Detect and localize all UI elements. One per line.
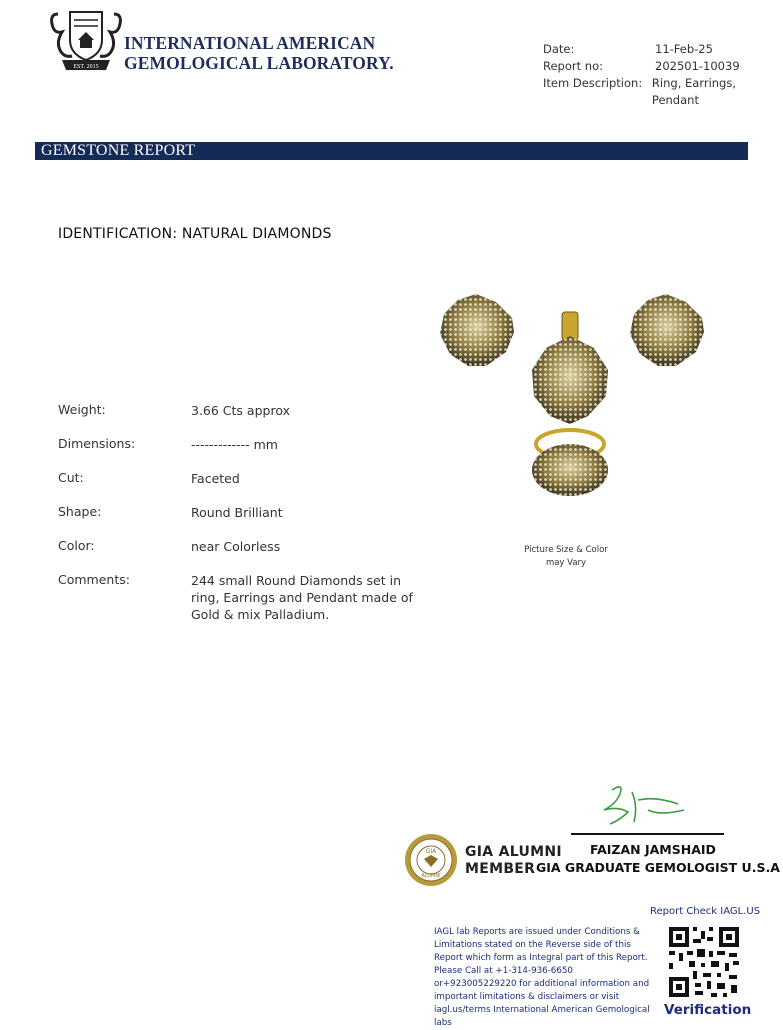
signatory-name: FAIZAN JAMSHAID xyxy=(590,842,716,857)
seal-bottom-text: ALUMNI xyxy=(421,873,441,879)
property-color-label: Color: xyxy=(58,538,95,553)
property-shape-label: Shape: xyxy=(58,504,102,519)
meta-report-no-value: 202501-10039 xyxy=(655,59,740,73)
meta-report-no-row xyxy=(543,58,783,75)
qr-code[interactable] xyxy=(667,925,741,999)
signature-line xyxy=(571,833,724,835)
report-title-band xyxy=(35,142,748,160)
property-dimensions-label: Dimensions: xyxy=(58,436,136,451)
property-weight-label: Weight: xyxy=(58,402,106,417)
meta-report-no-label: Report no: xyxy=(543,59,603,73)
property-dimensions-value: ------------- mm xyxy=(191,437,278,452)
property-cut-value: Faceted xyxy=(191,471,240,486)
seal-top-text: GIA xyxy=(425,848,437,855)
lab-crest-logo xyxy=(48,6,124,74)
gia-alumni-line2: MEMBER xyxy=(465,861,536,877)
pendant xyxy=(532,312,608,424)
meta-date-value: 11-Feb-25 xyxy=(655,42,713,56)
property-weight-value: 3.66 Cts approx xyxy=(191,403,290,418)
lab-name-line2: GEMOLOGICAL LABORATORY. xyxy=(124,53,394,73)
property-color-value: near Colorless xyxy=(191,539,281,554)
crest-year-text: EST. 2015 xyxy=(73,64,99,70)
property-comments-label: Comments: xyxy=(58,572,130,587)
verification-label[interactable]: Verification xyxy=(664,1002,752,1018)
meta-item-row xyxy=(543,75,783,109)
meta-date-label: Date: xyxy=(543,42,575,56)
gia-alumni-line1: GIA ALUMNI xyxy=(465,844,562,860)
signature-scribble xyxy=(598,780,690,830)
meta-item-value: Ring, Earrings, Pendant xyxy=(651,76,737,107)
meta-item-label: Item Description: xyxy=(543,76,643,90)
identification: IDENTIFICATION: NATURAL DIAMONDS xyxy=(58,226,332,242)
lab-name-line1: INTERNATIONAL AMERICAN xyxy=(124,33,376,53)
signatory-title: GIA GRADUATE GEMOLOGIST U.S.A xyxy=(536,860,780,875)
earring-right xyxy=(630,294,704,366)
report-title: GEMSTONE REPORT xyxy=(41,142,196,159)
meta-date-row xyxy=(543,41,783,58)
report-meta xyxy=(543,41,783,109)
ring xyxy=(532,430,608,496)
property-shape-value: Round Brilliant xyxy=(191,505,283,520)
picture-caption: Picture Size & Color may Vary xyxy=(524,545,608,568)
property-cut-label: Cut: xyxy=(58,470,84,485)
report-check-link[interactable]: Report Check IAGL.US xyxy=(650,906,761,917)
lab-name xyxy=(124,33,394,73)
gia-alumni-seal xyxy=(404,833,458,887)
gia-alumni-label xyxy=(465,844,562,878)
jewelry-photo xyxy=(438,292,710,502)
earring-left xyxy=(440,294,514,366)
property-comments-value: 244 small Round Diamonds set in ring, Earrings and Pendant made of Gold & mix Palladium. xyxy=(191,573,413,622)
disclaimer-text: IAGL lab Reports are issued under Conditions & Limitations stated on the Reverse side of this Report which form as Integral part of this Report. Please Call at +1-314-936-6650 or+923005229220 for additional information and important limitations & disclaimers or visit iagl.us/terms International American Gemological labs xyxy=(434,927,650,1028)
